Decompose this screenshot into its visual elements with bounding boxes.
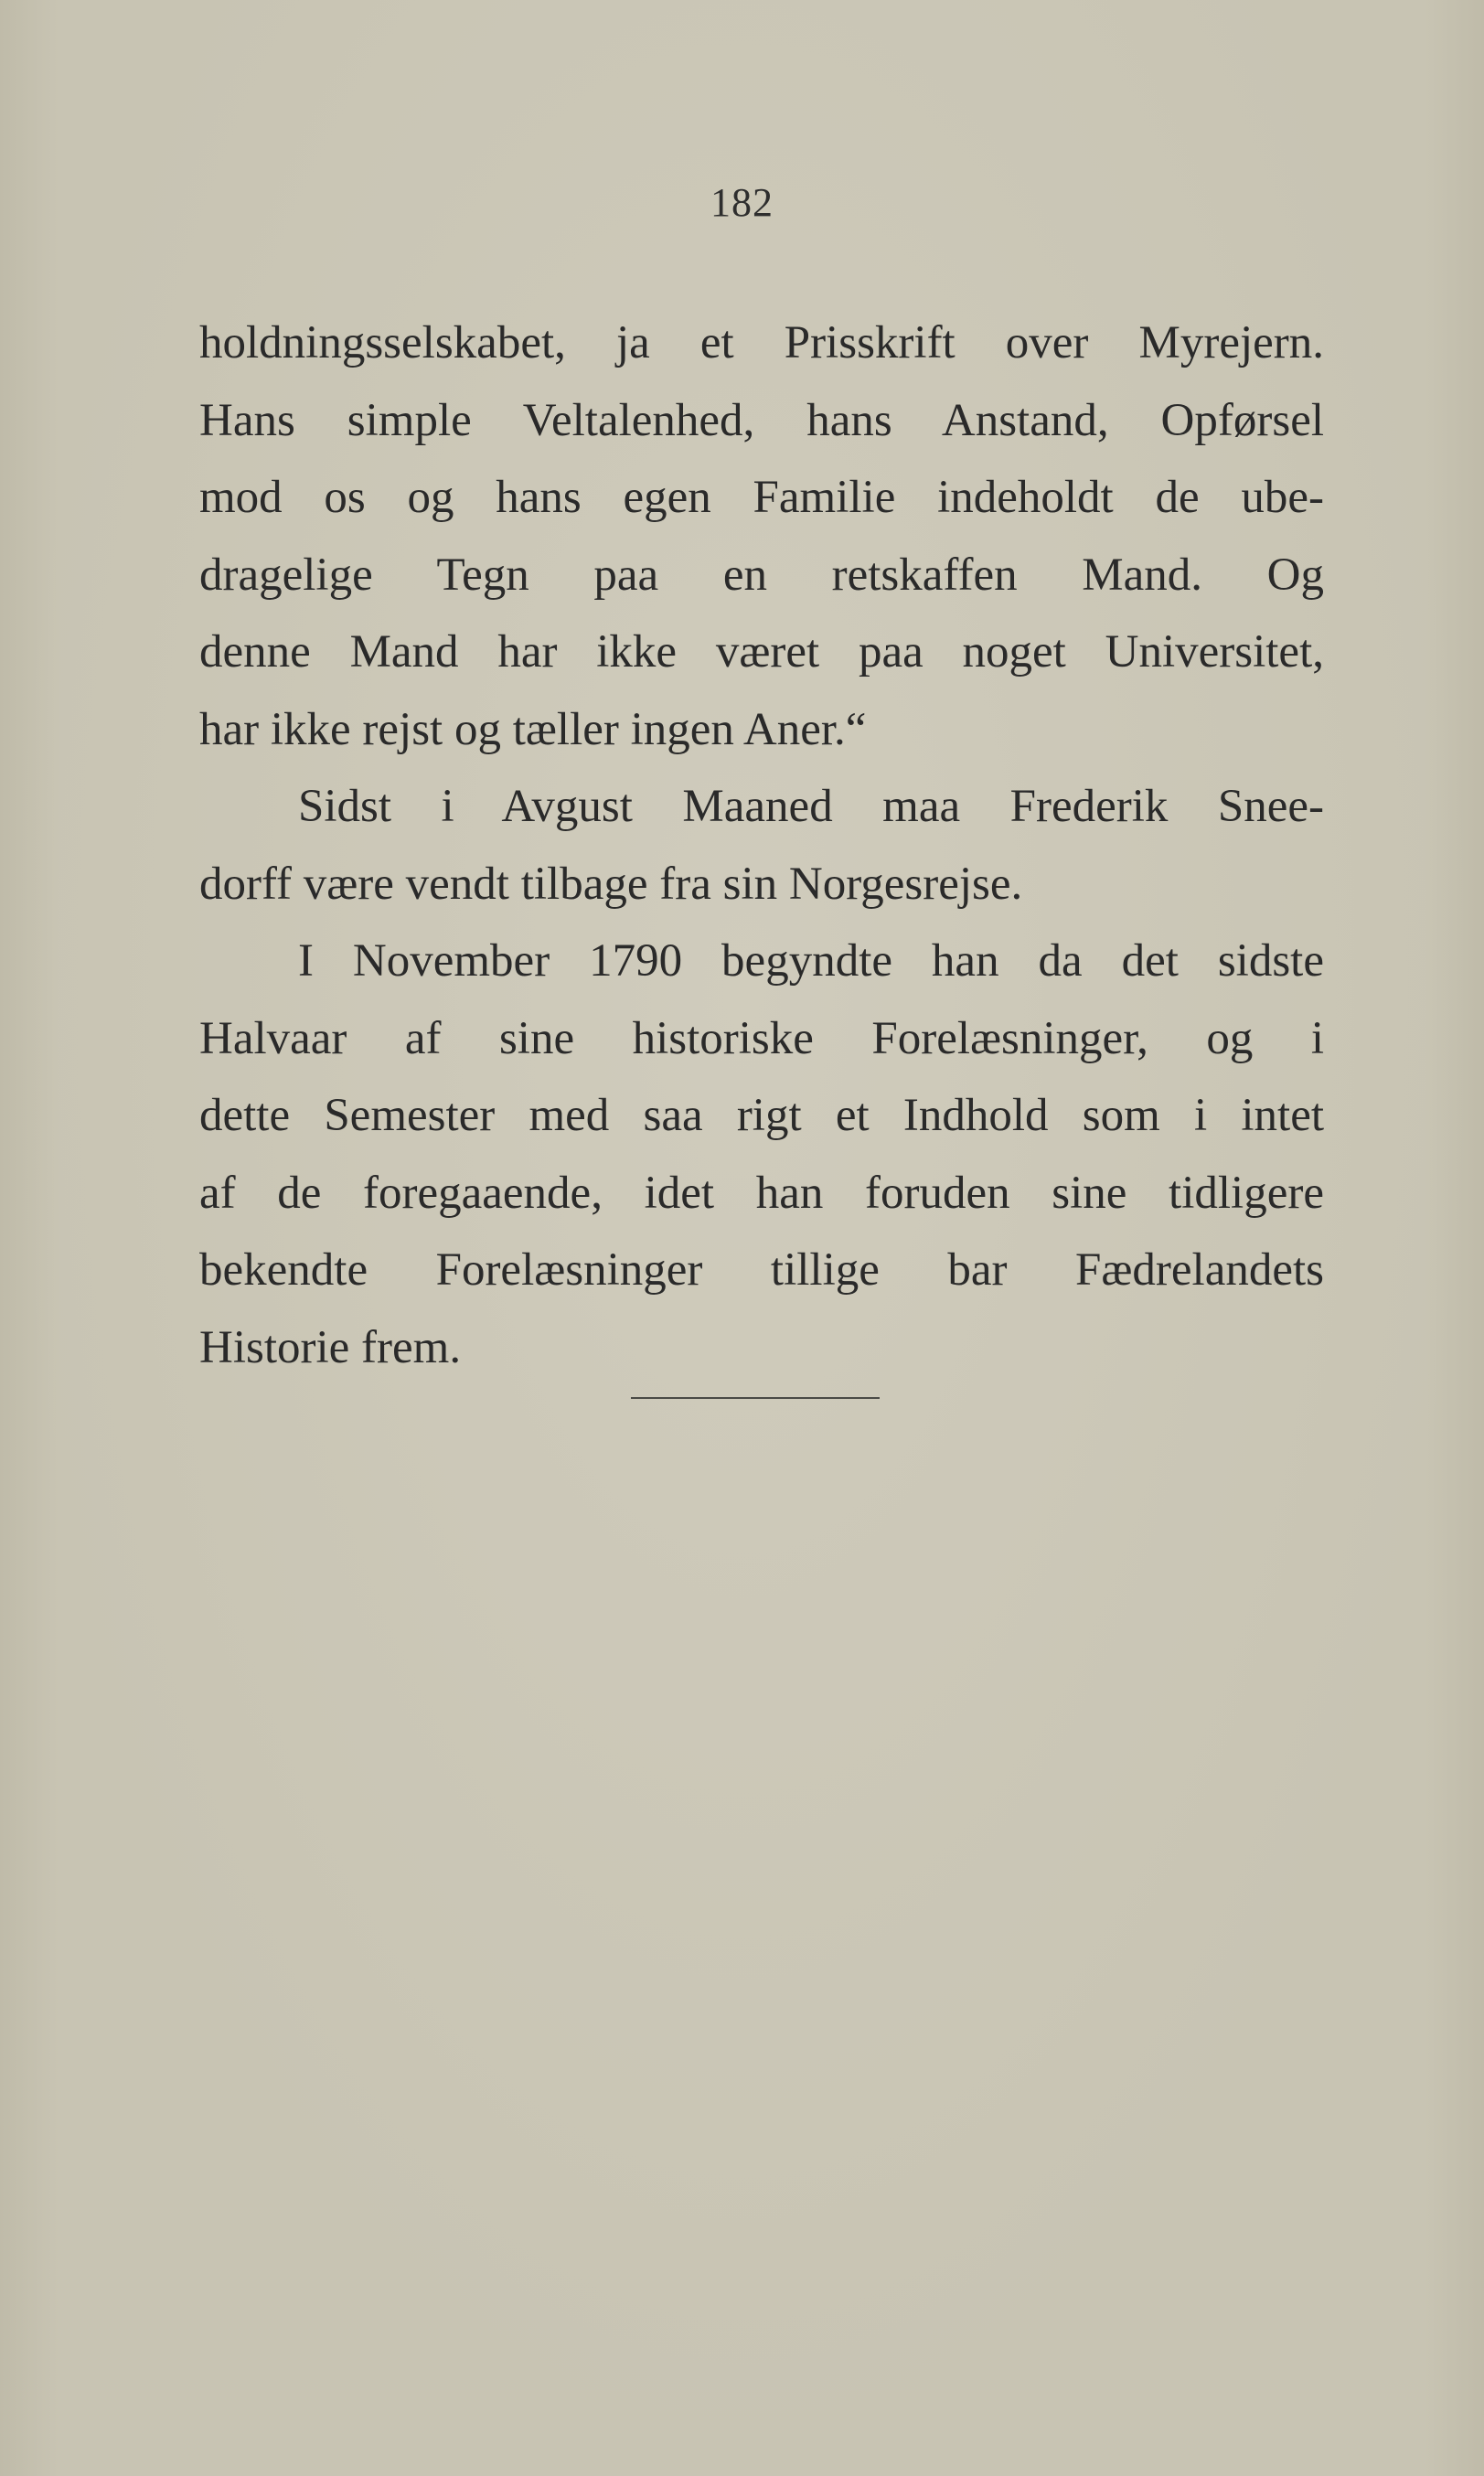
body-text xyxy=(199,304,1324,1386)
text-line: dette Semester med saa rigt et Indhold som i intet xyxy=(199,1090,1324,1141)
text-line: dragelige Tegn paa en retskaffen Mand. Og xyxy=(199,549,1324,601)
page-number: 182 xyxy=(710,180,774,225)
section-end-rule xyxy=(631,1397,880,1399)
text-line: Hans simple Veltalenhed, hans Anstand, Opførsel xyxy=(199,394,1324,446)
paragraph-start-line: I November 1790 begyndte han da det sidste xyxy=(298,935,1324,987)
text-line: holdningsselskabet, ja et Prisskrift over Myrejern. xyxy=(199,317,1324,368)
text-line: af de foregaaende, idet han foruden sine tidligere xyxy=(199,1167,1324,1219)
text-line: Halvaar af sine historiske Forelæsninger, og i xyxy=(199,1012,1324,1064)
text-line: har ikke rejst og tæller ingen Aner.“ xyxy=(199,703,867,755)
text-line: Historie frem. xyxy=(199,1321,462,1373)
text-line: mod os og hans egen Familie indeholdt de ube- xyxy=(199,472,1324,523)
text-line: denne Mand har ikke været paa noget Universitet, xyxy=(199,626,1324,678)
text-line: dorff være vendt tilbage fra sin Norgesrejse. xyxy=(199,858,1023,910)
paragraph-start-line: Sidst i Avgust Maaned maa Frederik Snee- xyxy=(298,781,1324,832)
text-line: bekendte Forelæsninger tillige bar Fædrelandets xyxy=(199,1244,1324,1296)
